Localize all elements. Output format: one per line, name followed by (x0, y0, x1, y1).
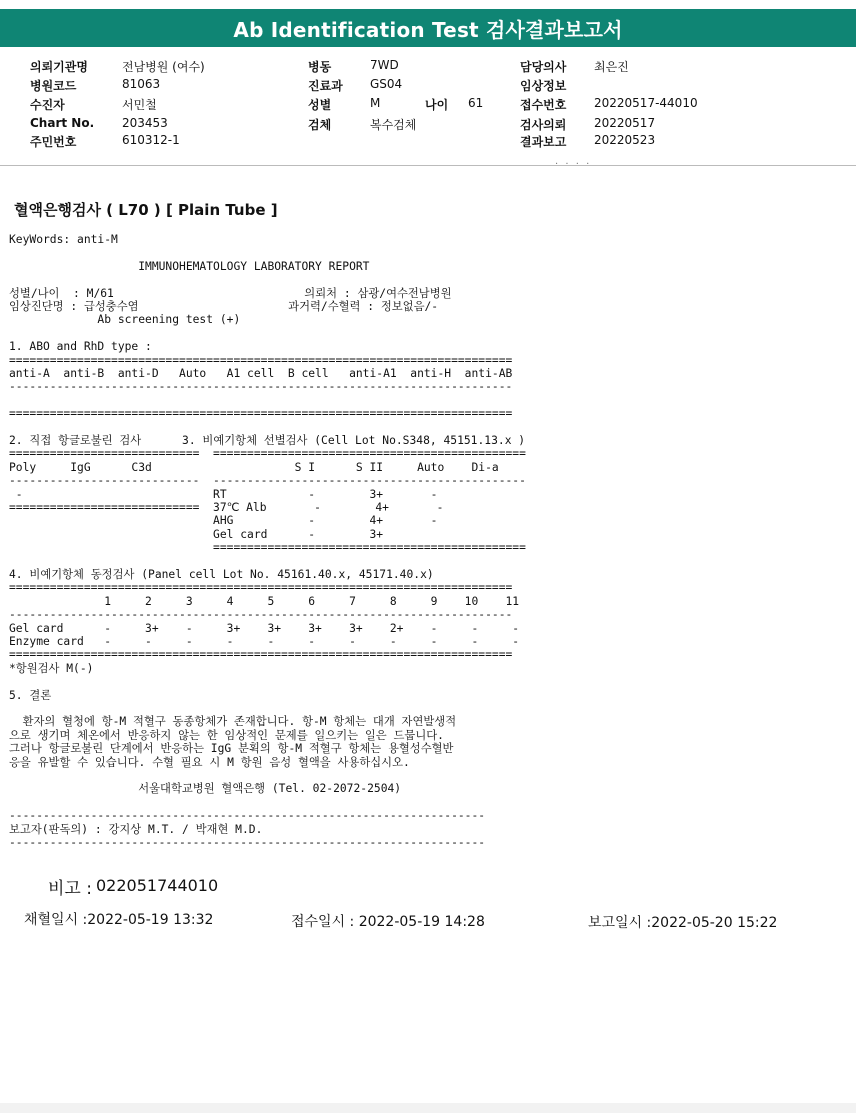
report-line: ========================================================================== (9, 407, 513, 421)
report-line: 1 2 3 4 5 6 7 8 9 10 11 (9, 594, 520, 608)
clinical-info-label: 임상정보 (520, 79, 567, 93)
request-date-label: 검사의뢰 (520, 118, 567, 132)
report-line: - RT - 3+ - (9, 487, 438, 501)
recipient-value: 서민철 (122, 98, 157, 112)
report-line: AHG - 4+ - (9, 514, 438, 528)
report-line: 응을 유발할 수 있습니다. 수혈 필요 시 M 항원 음성 혈액을 사용하십시오. (9, 755, 410, 769)
note-value: 022051744010 (96, 876, 219, 895)
report-line: Poly IgG C3d S I S II Auto Di-a (9, 460, 499, 474)
report-line: 성별/나이 : M/61 의뢰처 : 삼광/여수전남병원 (9, 286, 452, 300)
report-line: ========================================================================== (9, 353, 513, 367)
report-datetime: 보고일시 :2022-05-20 15:22 (588, 915, 778, 931)
sex-label: 성별 (308, 98, 332, 112)
result-date-value: 20220523 (594, 133, 656, 147)
collection-datetime: 채혈일시 :2022-05-19 13:32 (24, 912, 214, 928)
result-date-label: 결과보고 (520, 135, 567, 149)
report-line: Enzyme card - - - - - - - - - - - (9, 635, 520, 648)
report-line: Gel card - 3+ (9, 527, 384, 541)
chart-no-label: Chart No. (30, 116, 95, 130)
resident-no-label: 주민번호 (30, 135, 77, 149)
ordering-institution-label: 의뢰기관명 (30, 60, 88, 74)
hospital-code-label: 병원코드 (30, 79, 77, 93)
request-date-value: 20220517 (594, 116, 656, 130)
resident-no-value: 610312-1 (122, 133, 180, 147)
report-line: 보고자(판독의) : 강지상 M.T. / 박재현 M.D. (9, 822, 263, 836)
department-value: GS04 (370, 77, 403, 91)
report-line: ---------------------------------------------------------------------- (9, 809, 486, 823)
ward-label: 병동 (308, 60, 332, 74)
report-line: 으로 생기며 체온에서 반응하지 않는 한 임상적인 문제를 일으키는 일은 드뭅니다. (9, 728, 444, 742)
report-line: ========================================================================== (9, 648, 513, 662)
receipt-no-label: 접수번호 (520, 98, 567, 112)
report-line: Ab screening test (+) (9, 313, 241, 327)
report-line: *항원검사 M(-) (9, 661, 94, 675)
section-title: 혈액은행검사 ( L70 ) [ Plain Tube ] (14, 201, 278, 219)
scan-artifact: · · · · (555, 159, 592, 170)
report-line: 1. ABO and RhD type : (9, 340, 152, 354)
report-line: 5. 결론 (9, 688, 52, 702)
report-line: 4. 비예기항체 동정검사 (Panel cell Lot No. 45161.40.x, 45171.40.x) (9, 568, 434, 581)
department-label: 진료과 (308, 79, 343, 93)
report-line: -------------------------------------------------------------------------- (9, 380, 513, 394)
report-line: 그러나 항글로불린 단계에서 반응하는 IgG 분획의 항-M 적혈구 항체는 용혈성수혈반 (9, 742, 454, 756)
sex-value: M (370, 96, 381, 110)
chart-no-value: 203453 (122, 116, 168, 130)
page-bottom-band (0, 1103, 856, 1113)
report-line: ---------------------------- ---------------------------------------------- (9, 474, 526, 488)
report-line: 환자의 혈청에 항-M 적혈구 동종항체가 존재합니다. 항-M 항체는 대개 자연발생적 (9, 715, 457, 729)
report-title: Ab Identification Test 검사결과보고서 (0, 9, 856, 47)
age-value: 61 (468, 96, 484, 110)
specimen-value: 복수검체 (370, 118, 417, 132)
ward-value: 7WD (370, 58, 399, 72)
report-line: ============================================== (9, 541, 526, 555)
physician-value: 최은진 (594, 60, 629, 74)
report-line: 임상진단명 : 급성충수염 과거력/수혈력 : 정보없음/- (9, 300, 439, 313)
recipient-label: 수진자 (30, 98, 65, 112)
report-line: ========================================================================== (9, 581, 513, 595)
receipt-datetime: 접수일시 : 2022-05-19 14:28 (291, 914, 485, 930)
report-line: KeyWords: anti-M (9, 233, 118, 246)
report-line: 서울대학교병원 혈액은행 (Tel. 02-2072-2504) (9, 782, 402, 796)
report-line: 2. 직접 항글로불린 검사 3. 비예기항체 선별검사 (Cell Lot No.S348, 45151.13.x ) (9, 434, 526, 447)
report-line: ---------------------------------------------------------------------- (9, 836, 486, 849)
report-line: Gel card - 3+ - 3+ 3+ 3+ 3+ 2+ - - - (9, 621, 520, 635)
hospital-code-value: 81063 (122, 77, 161, 91)
report-line: anti-A anti-B anti-D Auto A1 cell B cell anti-A1 anti-H anti-AB (9, 367, 513, 380)
report-line: IMMUNOHEMATOLOGY LABORATORY REPORT (9, 259, 370, 273)
receipt-no-value: 20220517-44010 (594, 96, 698, 110)
age-label: 나이 (425, 98, 449, 112)
report-line: -------------------------------------------------------------------------- (9, 608, 513, 622)
note-label: 비고 : (48, 879, 92, 899)
physician-label: 담당의사 (520, 60, 567, 74)
ordering-institution-value: 전남병원 (여수) (122, 60, 205, 74)
report-line: ============================ ============================================== (9, 447, 526, 461)
report-line: ============================ 37℃ Alb - 4+ - (9, 501, 444, 514)
specimen-label: 검체 (308, 118, 332, 132)
